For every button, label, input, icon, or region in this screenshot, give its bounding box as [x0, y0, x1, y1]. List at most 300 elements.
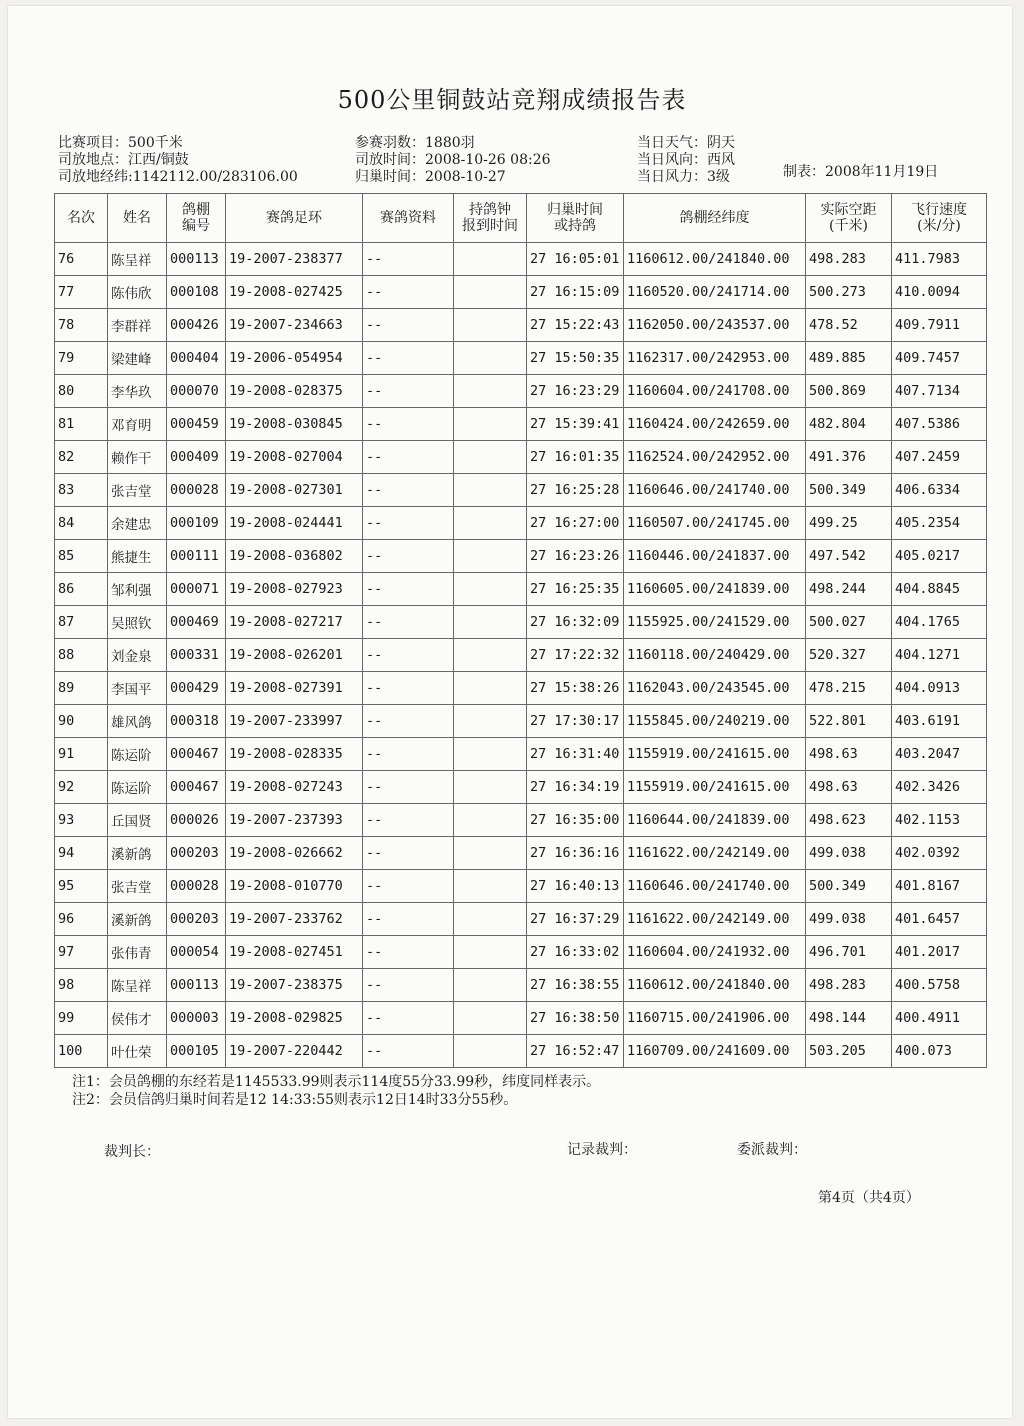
header-loft-coords: 鸽棚经纬度: [624, 194, 806, 243]
cell-loft-no: 000111: [167, 540, 226, 573]
cell-speed: 407.2459: [892, 441, 987, 474]
note-2: 注2：会员信鸽归巢时间若是12 14:33:55则表示12日14时33分55秒。: [72, 1092, 518, 1108]
cell-arrival-time: 27 16:38:55: [527, 969, 624, 1002]
cell-speed: 400.5758: [892, 969, 987, 1002]
cell-arrival-time: 27 16:33:02: [527, 936, 624, 969]
cell-name: 邹利强: [108, 573, 167, 606]
wind-dir-value: 西风: [707, 152, 735, 168]
cell-bird-info: --: [363, 507, 454, 540]
table-row: [55, 408, 987, 441]
cell-ring-no: 19-2008-028335: [226, 738, 363, 771]
cell-speed: 407.7134: [892, 375, 987, 408]
table-row: [55, 771, 987, 804]
cell-rank: 94: [55, 837, 108, 870]
cell-rank: 95: [55, 870, 108, 903]
page-number: 第4页（共4页）: [818, 1190, 920, 1206]
made-date: [783, 164, 938, 181]
cell-loft-coords: 1161622.00/242149.00: [624, 837, 806, 870]
table-row: [55, 441, 987, 474]
cell-name: 吴照钦: [108, 606, 167, 639]
cell-arrival-time: 27 16:37:29: [527, 903, 624, 936]
cell-loft-no: 000070: [167, 375, 226, 408]
cell-ring-no: 19-2007-238375: [226, 969, 363, 1002]
info-column-middle: [355, 135, 551, 186]
header-rank: 名次: [55, 194, 108, 243]
table-row: [55, 1002, 987, 1035]
cell-distance: 482.804: [806, 408, 892, 441]
cell-clock-time: [454, 309, 527, 342]
cell-name: 张吉堂: [108, 474, 167, 507]
cell-rank: 100: [55, 1035, 108, 1068]
cell-arrival-time: 27 16:25:35: [527, 573, 624, 606]
cell-loft-coords: 1160446.00/241837.00: [624, 540, 806, 573]
cell-loft-coords: 1162043.00/243545.00: [624, 672, 806, 705]
cell-arrival-time: 27 15:22:43: [527, 309, 624, 342]
cell-loft-no: 000109: [167, 507, 226, 540]
appointed-judge-label: 委派裁判：: [737, 1142, 807, 1158]
cell-ring-no: 19-2008-027004: [226, 441, 363, 474]
cell-arrival-time: 27 16:32:09: [527, 606, 624, 639]
cell-clock-time: [454, 408, 527, 441]
wind-dir-label: 当日风向：: [637, 152, 707, 168]
cell-loft-coords: 1160605.00/241839.00: [624, 573, 806, 606]
cell-ring-no: 19-2008-027301: [226, 474, 363, 507]
cell-loft-coords: 1160424.00/242659.00: [624, 408, 806, 441]
header-row: [55, 194, 987, 243]
cell-name: 陈运阶: [108, 771, 167, 804]
cell-bird-info: --: [363, 738, 454, 771]
cell-name: 李群祥: [108, 309, 167, 342]
cell-bird-info: --: [363, 903, 454, 936]
table-row: [55, 474, 987, 507]
cell-clock-time: [454, 1035, 527, 1068]
cell-rank: 87: [55, 606, 108, 639]
return-time-row: [355, 169, 551, 186]
cell-clock-time: [454, 936, 527, 969]
cell-clock-time: [454, 804, 527, 837]
cell-name: 陈伟欣: [108, 276, 167, 309]
cell-speed: 404.1765: [892, 606, 987, 639]
cell-arrival-time: 27 16:38:50: [527, 1002, 624, 1035]
weather-row: [637, 135, 735, 152]
table-row: [55, 540, 987, 573]
cell-loft-no: 000203: [167, 903, 226, 936]
cell-clock-time: [454, 243, 527, 276]
header-distance: 实际空距 (千米): [806, 194, 892, 243]
table-row: [55, 309, 987, 342]
cell-arrival-time: 27 15:38:26: [527, 672, 624, 705]
cell-arrival-time: 27 15:50:35: [527, 342, 624, 375]
cell-ring-no: 19-2007-233997: [226, 705, 363, 738]
cell-rank: 82: [55, 441, 108, 474]
cell-clock-time: [454, 870, 527, 903]
cell-bird-info: --: [363, 276, 454, 309]
cell-speed: 400.4911: [892, 1002, 987, 1035]
cell-rank: 89: [55, 672, 108, 705]
made-value: 2008年11月19日: [825, 164, 939, 180]
cell-bird-info: --: [363, 1035, 454, 1068]
cell-distance: 478.52: [806, 309, 892, 342]
return-time-value: 2008-10-27: [425, 169, 506, 185]
cell-name: 余建忠: [108, 507, 167, 540]
cell-rank: 79: [55, 342, 108, 375]
header-clock-time: 持鸽钟 报到时间: [454, 194, 527, 243]
cell-speed: 402.0392: [892, 837, 987, 870]
cell-bird-info: --: [363, 474, 454, 507]
cell-clock-time: [454, 606, 527, 639]
release-site-row: [58, 152, 298, 169]
cell-distance: 498.144: [806, 1002, 892, 1035]
cell-bird-info: --: [363, 837, 454, 870]
cell-speed: 409.7457: [892, 342, 987, 375]
cell-speed: 401.6457: [892, 903, 987, 936]
cell-distance: 500.869: [806, 375, 892, 408]
event-label: 比赛项目：: [58, 135, 128, 151]
cell-arrival-time: 27 16:05:01: [527, 243, 624, 276]
cell-bird-info: --: [363, 639, 454, 672]
release-site-label: 司放地点：: [58, 152, 128, 168]
cell-loft-no: 000108: [167, 276, 226, 309]
cell-rank: 76: [55, 243, 108, 276]
cell-speed: 403.2047: [892, 738, 987, 771]
cell-distance: 499.038: [806, 903, 892, 936]
cell-arrival-time: 27 16:27:00: [527, 507, 624, 540]
cell-speed: 411.7983: [892, 243, 987, 276]
weather-value: 阴天: [707, 135, 735, 151]
cell-loft-no: 000429: [167, 672, 226, 705]
cell-speed: 405.0217: [892, 540, 987, 573]
cell-speed: 401.2017: [892, 936, 987, 969]
table-row: [55, 639, 987, 672]
cell-loft-coords: 1160507.00/241745.00: [624, 507, 806, 540]
return-time-label: 归巢时间：: [355, 169, 425, 185]
wind-force-row: [637, 169, 735, 186]
cell-clock-time: [454, 573, 527, 606]
cell-ring-no: 19-2007-238377: [226, 243, 363, 276]
cell-loft-no: 000203: [167, 837, 226, 870]
cell-arrival-time: 27 16:15:09: [527, 276, 624, 309]
cell-loft-coords: 1160118.00/240429.00: [624, 639, 806, 672]
cell-name: 丘国贤: [108, 804, 167, 837]
event-value: 500千米: [128, 135, 183, 151]
cell-loft-no: 000331: [167, 639, 226, 672]
cell-loft-coords: 1160715.00/241906.00: [624, 1002, 806, 1035]
cell-bird-info: --: [363, 408, 454, 441]
cell-bird-info: --: [363, 771, 454, 804]
cell-speed: 407.5386: [892, 408, 987, 441]
cell-loft-coords: 1162317.00/242953.00: [624, 342, 806, 375]
cell-loft-no: 000467: [167, 771, 226, 804]
table-row: [55, 969, 987, 1002]
cell-rank: 96: [55, 903, 108, 936]
cell-arrival-time: 27 16:40:13: [527, 870, 624, 903]
cell-distance: 499.038: [806, 837, 892, 870]
cell-rank: 97: [55, 936, 108, 969]
cell-speed: 402.1153: [892, 804, 987, 837]
cell-name: 梁建峰: [108, 342, 167, 375]
event-row: [58, 135, 298, 152]
cell-name: 邓育明: [108, 408, 167, 441]
cell-loft-no: 000113: [167, 969, 226, 1002]
table-row: [55, 870, 987, 903]
cell-rank: 99: [55, 1002, 108, 1035]
cell-bird-info: --: [363, 441, 454, 474]
cell-loft-coords: 1162524.00/242952.00: [624, 441, 806, 474]
report-title: 500公里铜鼓站竞翔成绩报告表: [337, 86, 687, 114]
cell-loft-no: 000467: [167, 738, 226, 771]
cell-loft-coords: 1160604.00/241932.00: [624, 936, 806, 969]
cell-name: 陈呈祥: [108, 243, 167, 276]
table-row: [55, 804, 987, 837]
cell-name: 张吉堂: [108, 870, 167, 903]
cell-distance: 500.349: [806, 870, 892, 903]
cell-bird-info: --: [363, 936, 454, 969]
cell-ring-no: 19-2008-028375: [226, 375, 363, 408]
cell-rank: 81: [55, 408, 108, 441]
cell-speed: 404.0913: [892, 672, 987, 705]
cell-distance: 503.205: [806, 1035, 892, 1068]
cell-name: 溪新鸽: [108, 903, 167, 936]
table-row: [55, 1035, 987, 1068]
cell-loft-coords: 1160709.00/241609.00: [624, 1035, 806, 1068]
cell-loft-coords: 1160604.00/241708.00: [624, 375, 806, 408]
table-row: [55, 375, 987, 408]
cell-ring-no: 19-2008-024441: [226, 507, 363, 540]
cell-bird-info: --: [363, 540, 454, 573]
cell-ring-no: 19-2006-054954: [226, 342, 363, 375]
record-judge-label: 记录裁判：: [567, 1142, 637, 1158]
cell-clock-time: [454, 771, 527, 804]
entries-label: 参赛羽数：: [355, 135, 425, 151]
results-table: [54, 193, 987, 1068]
results-body: [55, 243, 987, 1068]
cell-arrival-time: 27 15:39:41: [527, 408, 624, 441]
cell-speed: 405.2354: [892, 507, 987, 540]
cell-speed: 401.8167: [892, 870, 987, 903]
table-row: [55, 672, 987, 705]
cell-loft-coords: 1155845.00/240219.00: [624, 705, 806, 738]
cell-name: 陈呈祥: [108, 969, 167, 1002]
cell-arrival-time: 27 17:22:32: [527, 639, 624, 672]
cell-distance: 496.701: [806, 936, 892, 969]
release-time-row: [355, 152, 551, 169]
release-coords-row: [58, 169, 298, 186]
cell-speed: 403.6191: [892, 705, 987, 738]
table-row: [55, 738, 987, 771]
cell-speed: 400.073: [892, 1035, 987, 1068]
info-column-left: [58, 135, 298, 186]
cell-distance: 491.376: [806, 441, 892, 474]
cell-arrival-time: 27 16:23:29: [527, 375, 624, 408]
cell-rank: 90: [55, 705, 108, 738]
wind-dir-row: [637, 152, 735, 169]
made-label: 制表：: [783, 164, 825, 180]
header-loft-no: 鸽棚 编号: [167, 194, 226, 243]
cell-loft-coords: 1160612.00/241840.00: [624, 969, 806, 1002]
cell-distance: 500.273: [806, 276, 892, 309]
cell-rank: 86: [55, 573, 108, 606]
cell-clock-time: [454, 705, 527, 738]
cell-rank: 91: [55, 738, 108, 771]
cell-loft-no: 000028: [167, 870, 226, 903]
cell-clock-time: [454, 342, 527, 375]
cell-ring-no: 19-2008-027217: [226, 606, 363, 639]
cell-bird-info: --: [363, 606, 454, 639]
cell-rank: 80: [55, 375, 108, 408]
cell-loft-no: 000426: [167, 309, 226, 342]
cell-loft-no: 000071: [167, 573, 226, 606]
cell-loft-no: 000113: [167, 243, 226, 276]
release-coords-label: 司放地经纬:: [58, 169, 133, 185]
cell-clock-time: [454, 738, 527, 771]
cell-ring-no: 19-2008-010770: [226, 870, 363, 903]
cell-arrival-time: 27 17:30:17: [527, 705, 624, 738]
cell-ring-no: 19-2008-027243: [226, 771, 363, 804]
cell-loft-no: 000028: [167, 474, 226, 507]
cell-arrival-time: 27 16:36:16: [527, 837, 624, 870]
cell-loft-coords: 1160646.00/241740.00: [624, 474, 806, 507]
cell-arrival-time: 27 16:01:35: [527, 441, 624, 474]
cell-name: 李华玖: [108, 375, 167, 408]
header-bird-info: 赛鸽资料: [363, 194, 454, 243]
cell-rank: 93: [55, 804, 108, 837]
cell-distance: 522.801: [806, 705, 892, 738]
cell-bird-info: --: [363, 309, 454, 342]
cell-loft-coords: 1155919.00/241615.00: [624, 738, 806, 771]
cell-loft-no: 000318: [167, 705, 226, 738]
wind-force-label: 当日风力：: [637, 169, 707, 185]
cell-distance: 520.327: [806, 639, 892, 672]
cell-bird-info: --: [363, 705, 454, 738]
cell-distance: 500.349: [806, 474, 892, 507]
cell-loft-coords: 1155925.00/241529.00: [624, 606, 806, 639]
wind-force-value: 3级: [707, 169, 730, 185]
header-name: 姓名: [108, 194, 167, 243]
cell-loft-no: 000459: [167, 408, 226, 441]
cell-bird-info: --: [363, 1002, 454, 1035]
cell-clock-time: [454, 903, 527, 936]
cell-loft-no: 000469: [167, 606, 226, 639]
table-row: [55, 342, 987, 375]
cell-rank: 84: [55, 507, 108, 540]
cell-name: 溪新鸽: [108, 837, 167, 870]
cell-rank: 98: [55, 969, 108, 1002]
entries-row: [355, 135, 551, 152]
info-column-right: [637, 135, 735, 186]
cell-rank: 77: [55, 276, 108, 309]
cell-ring-no: 19-2008-027923: [226, 573, 363, 606]
cell-distance: 489.885: [806, 342, 892, 375]
cell-clock-time: [454, 375, 527, 408]
cell-loft-coords: 1155919.00/241615.00: [624, 771, 806, 804]
notes: [72, 1073, 600, 1109]
cell-speed: 406.6334: [892, 474, 987, 507]
table-row: [55, 705, 987, 738]
cell-name: 雄风鸽: [108, 705, 167, 738]
cell-rank: 88: [55, 639, 108, 672]
cell-distance: 498.283: [806, 969, 892, 1002]
cell-loft-no: 000003: [167, 1002, 226, 1035]
cell-loft-coords: 1160646.00/241740.00: [624, 870, 806, 903]
cell-name: 侯伟才: [108, 1002, 167, 1035]
cell-ring-no: 19-2008-029825: [226, 1002, 363, 1035]
cell-bird-info: --: [363, 243, 454, 276]
cell-bird-info: --: [363, 672, 454, 705]
table-row: [55, 837, 987, 870]
cell-loft-no: 000026: [167, 804, 226, 837]
cell-clock-time: [454, 837, 527, 870]
table-row: [55, 606, 987, 639]
note-1: 注1：会员鸽棚的东经若是1145533.99则表示114度55分33.99秒，纬度同样表示。: [72, 1074, 601, 1090]
cell-distance: 498.244: [806, 573, 892, 606]
cell-ring-no: 19-2008-027451: [226, 936, 363, 969]
cell-arrival-time: 27 16:34:19: [527, 771, 624, 804]
entries-value: 1880羽: [425, 135, 475, 151]
cell-speed: 409.7911: [892, 309, 987, 342]
table-row: [55, 936, 987, 969]
table-row: [55, 507, 987, 540]
cell-clock-time: [454, 474, 527, 507]
cell-arrival-time: 27 16:35:00: [527, 804, 624, 837]
cell-clock-time: [454, 672, 527, 705]
cell-clock-time: [454, 276, 527, 309]
cell-distance: 500.027: [806, 606, 892, 639]
cell-rank: 85: [55, 540, 108, 573]
header-speed: 飞行速度 (米/分): [892, 194, 987, 243]
cell-ring-no: 19-2008-036802: [226, 540, 363, 573]
cell-ring-no: 19-2007-233762: [226, 903, 363, 936]
table-row: [55, 276, 987, 309]
cell-ring-no: 19-2007-220442: [226, 1035, 363, 1068]
cell-distance: 498.63: [806, 738, 892, 771]
cell-speed: 404.8845: [892, 573, 987, 606]
cell-arrival-time: 27 16:52:47: [527, 1035, 624, 1068]
cell-bird-info: --: [363, 342, 454, 375]
cell-ring-no: 19-2008-027391: [226, 672, 363, 705]
cell-name: 刘金泉: [108, 639, 167, 672]
cell-bird-info: --: [363, 969, 454, 1002]
cell-speed: 404.1271: [892, 639, 987, 672]
cell-bird-info: --: [363, 804, 454, 837]
release-time-label: 司放时间：: [355, 152, 425, 168]
cell-clock-time: [454, 1002, 527, 1035]
header-ring-no: 赛鸽足环: [226, 194, 363, 243]
cell-ring-no: 19-2008-027425: [226, 276, 363, 309]
cell-distance: 498.283: [806, 243, 892, 276]
cell-distance: 498.623: [806, 804, 892, 837]
cell-ring-no: 19-2008-026201: [226, 639, 363, 672]
cell-rank: 83: [55, 474, 108, 507]
chief-judge-label: 裁判长：: [104, 1144, 160, 1160]
table-row: [55, 243, 987, 276]
cell-clock-time: [454, 507, 527, 540]
release-site-value: 江西/铜鼓: [128, 152, 189, 168]
cell-loft-coords: 1160644.00/241839.00: [624, 804, 806, 837]
cell-bird-info: --: [363, 573, 454, 606]
cell-rank: 92: [55, 771, 108, 804]
cell-rank: 78: [55, 309, 108, 342]
table-row: [55, 903, 987, 936]
cell-loft-no: 000054: [167, 936, 226, 969]
release-coords-value: 1142112.00/283106.00: [132, 169, 298, 185]
cell-loft-no: 000409: [167, 441, 226, 474]
cell-loft-coords: 1161622.00/242149.00: [624, 903, 806, 936]
cell-name: 叶仕荣: [108, 1035, 167, 1068]
cell-bird-info: --: [363, 375, 454, 408]
cell-arrival-time: 27 16:25:28: [527, 474, 624, 507]
cell-name: 熊捷生: [108, 540, 167, 573]
cell-distance: 498.63: [806, 771, 892, 804]
